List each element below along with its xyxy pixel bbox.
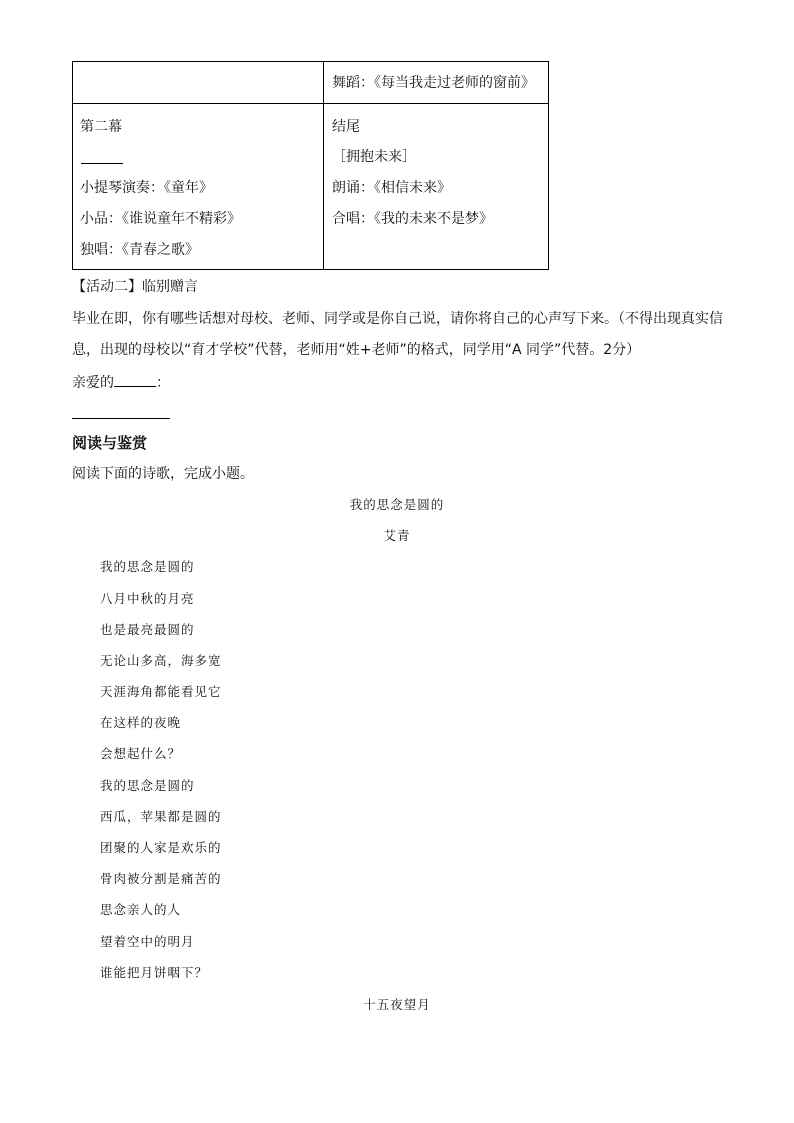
- poem-line: 在这样的夜晚: [100, 715, 182, 730]
- poem-line: 西瓜，苹果都是圆的: [100, 809, 222, 824]
- poem-title: 我的思念是圆的: [349, 497, 445, 512]
- activity2-heading: 【活动二】临别赠言: [72, 279, 198, 295]
- greeting-name-blank[interactable]: [114, 372, 156, 387]
- poem-line: 无论山多高，海多宽: [100, 653, 222, 668]
- table-row-divider: [73, 103, 548, 104]
- poem-line: 望着空中的明月: [100, 934, 195, 949]
- greeting-prefix: 亲爱的: [72, 375, 114, 391]
- right-cell-title: 结尾: [332, 119, 360, 135]
- program-table: [72, 61, 549, 270]
- poem-line: 我的思念是圆的: [100, 778, 195, 793]
- left-cell-item: 小提琴演奏：《童年》: [80, 180, 213, 196]
- left-cell-title: 第二幕: [80, 119, 122, 135]
- section-title: 阅读与鉴赏: [72, 434, 148, 452]
- poem-line: 也是最亮最圆的: [100, 622, 195, 637]
- reading-instruction: 阅读下面的诗歌，完成小题。: [72, 466, 254, 482]
- next-poem-title: 十五夜望月: [363, 997, 431, 1012]
- poem-line: 团聚的人家是欢乐的: [100, 840, 222, 855]
- greeting-suffix: ：: [156, 375, 170, 391]
- activity2-instruction-line1: 毕业在即，你有哪些话想对母校、老师、同学或是你自己说，请你将自己的心声写下来。（不得出现真实信: [72, 311, 723, 327]
- left-cell-item: 小品：《谁说童年不精彩》: [80, 211, 241, 227]
- left-cell-item: 独唱：《青春之歌》: [80, 242, 199, 258]
- left-cell-blank-line: [81, 163, 123, 164]
- poem-line: 谁能把月饼咽下？: [100, 965, 209, 980]
- poem-author: 艾青: [383, 528, 411, 543]
- greeting-line: [72, 372, 170, 392]
- poem-line: 我的思念是圆的: [100, 559, 195, 574]
- activity2-instruction-line2: 息，出现的母校以“育才学校”代替，老师用“姓+老师”的格式，同学用“A 同学”代替。2分）: [72, 342, 641, 358]
- right-cell-item: 朗诵：《相信未来》: [332, 180, 451, 196]
- answer-line: [72, 418, 170, 419]
- poem-line: 骨肉被分割是痛苦的: [100, 871, 222, 886]
- right-cell-subtitle: ［拥抱未来］: [332, 149, 416, 165]
- table-column-divider: [323, 62, 324, 269]
- poem-line: 会想起什么？: [100, 746, 182, 761]
- poem-line: 八月中秋的月亮: [100, 591, 195, 606]
- table-row1-right-text: 舞蹈：《每当我走过老师的窗前》: [332, 75, 535, 91]
- poem-line: 思念亲人的人: [100, 902, 182, 917]
- poem-line: 天涯海角都能看见它: [100, 684, 222, 699]
- right-cell-item: 合唱：《我的未来不是梦》: [332, 211, 493, 227]
